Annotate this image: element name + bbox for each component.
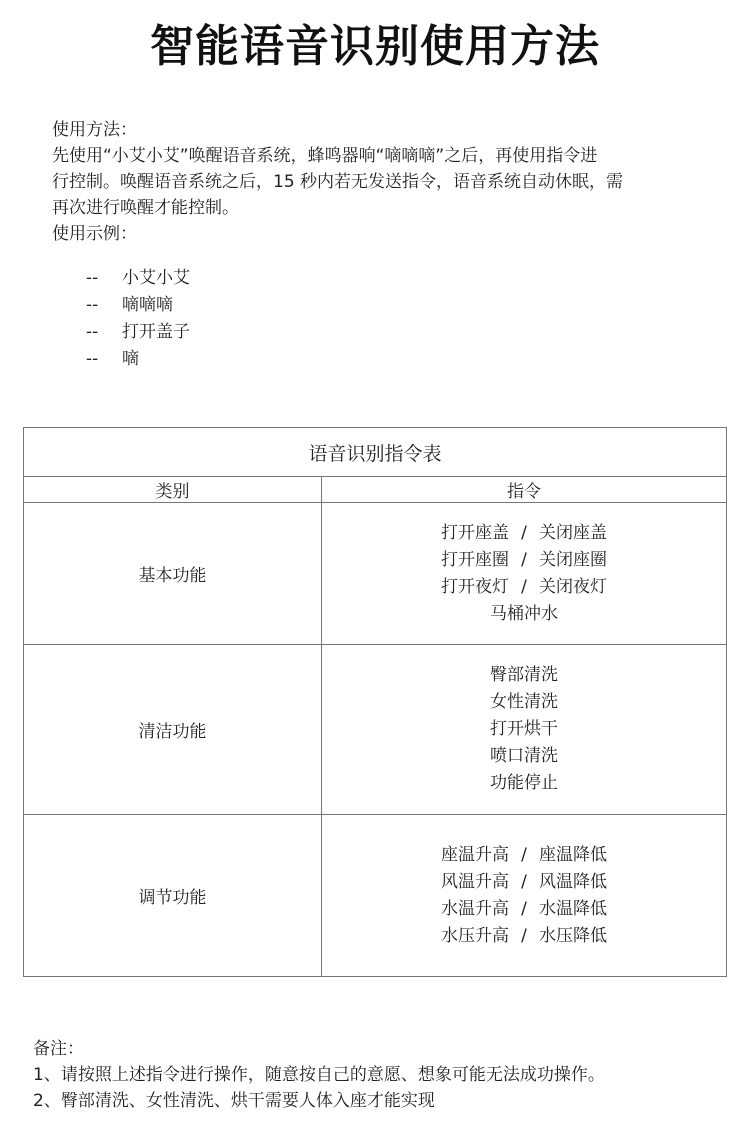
example-list	[86, 265, 190, 373]
table-row	[24, 503, 727, 645]
command-pair	[322, 896, 726, 923]
command-off: 关闭座盖	[539, 522, 607, 543]
category-cell: 调节功能	[24, 815, 322, 977]
page-title: 智能语音识别使用方法	[150, 21, 600, 72]
command-single: 马桶冲水	[490, 603, 558, 624]
notes-heading: 备注：	[33, 1039, 84, 1059]
example-item	[86, 319, 190, 346]
command-off: 座温降低	[539, 844, 607, 865]
command-off: 关闭夜灯	[539, 576, 607, 597]
column-header-category: 类别	[24, 477, 322, 503]
command-separator: /	[521, 522, 527, 543]
command-pair	[322, 574, 726, 601]
usage-heading: 使用方法：	[52, 120, 137, 140]
usage-line: 先使用“小艾小艾”唤醒语音系统，蜂鸣器响“嘀嘀嘀”之后，再使用指令进	[52, 146, 598, 166]
command-table	[23, 427, 727, 977]
note-item: 1、请按照上述指令进行操作，随意按自己的意愿、想象可能无法成功操作。	[33, 1065, 605, 1085]
usage-section	[52, 117, 712, 247]
category-cell: 基本功能	[24, 503, 322, 645]
command-pair	[322, 520, 726, 547]
example-dash: --	[86, 349, 99, 369]
example-text: 打开盖子	[122, 322, 190, 342]
example-item	[86, 292, 190, 319]
command-off: 关闭座圈	[539, 549, 607, 570]
command-off: 水压降低	[539, 925, 607, 946]
command-pair	[322, 869, 726, 896]
command-single: 打开烘干	[490, 719, 558, 739]
table-caption: 语音识别指令表	[24, 428, 727, 477]
example-item	[86, 265, 190, 292]
example-item	[86, 346, 190, 373]
example-heading: 使用示例：	[52, 224, 137, 244]
command-on: 打开座圈	[441, 549, 509, 570]
command-separator: /	[521, 898, 527, 919]
command-on: 打开座盖	[441, 522, 509, 543]
usage-line: 行控制。唤醒语音系统之后，15 秒内若无发送指令，语音系统自动休眠，需	[52, 172, 624, 192]
command-off: 风温降低	[539, 871, 607, 892]
table-row	[24, 815, 727, 977]
note-item: 2、臀部清洗、女性清洗、烘干需要人体入座才能实现	[33, 1091, 435, 1111]
command-pair	[322, 923, 726, 950]
command-pair	[322, 547, 726, 574]
example-dash: --	[86, 322, 99, 342]
example-text: 嘀	[122, 349, 139, 369]
command-on: 打开夜灯	[441, 576, 509, 597]
command-separator: /	[521, 925, 527, 946]
example-text: 嘀嘀嘀	[122, 295, 173, 315]
command-on: 座温升高	[441, 844, 509, 865]
command-single: 功能停止	[490, 773, 558, 793]
command-cell	[322, 645, 727, 815]
category-cell: 清洁功能	[24, 645, 322, 815]
command-cell	[322, 815, 727, 977]
command-single: 喷口清洗	[490, 746, 558, 766]
example-text: 小艾小艾	[122, 268, 190, 288]
command-separator: /	[521, 871, 527, 892]
notes-section	[33, 1036, 605, 1114]
command-separator: /	[521, 576, 527, 597]
table-row	[24, 645, 727, 815]
command-on: 水压升高	[441, 925, 509, 946]
example-dash: --	[86, 295, 99, 315]
example-dash: --	[86, 268, 99, 288]
command-single: 女性清洗	[490, 692, 558, 712]
command-single: 臀部清洗	[490, 665, 558, 685]
column-header-command: 指令	[322, 477, 727, 503]
usage-line: 再次进行唤醒才能控制。	[52, 198, 239, 218]
command-off: 水温降低	[539, 898, 607, 919]
command-separator: /	[521, 549, 527, 570]
command-on: 水温升高	[441, 898, 509, 919]
command-pair	[322, 842, 726, 869]
command-separator: /	[521, 844, 527, 865]
command-on: 风温升高	[441, 871, 509, 892]
command-cell	[322, 503, 727, 645]
